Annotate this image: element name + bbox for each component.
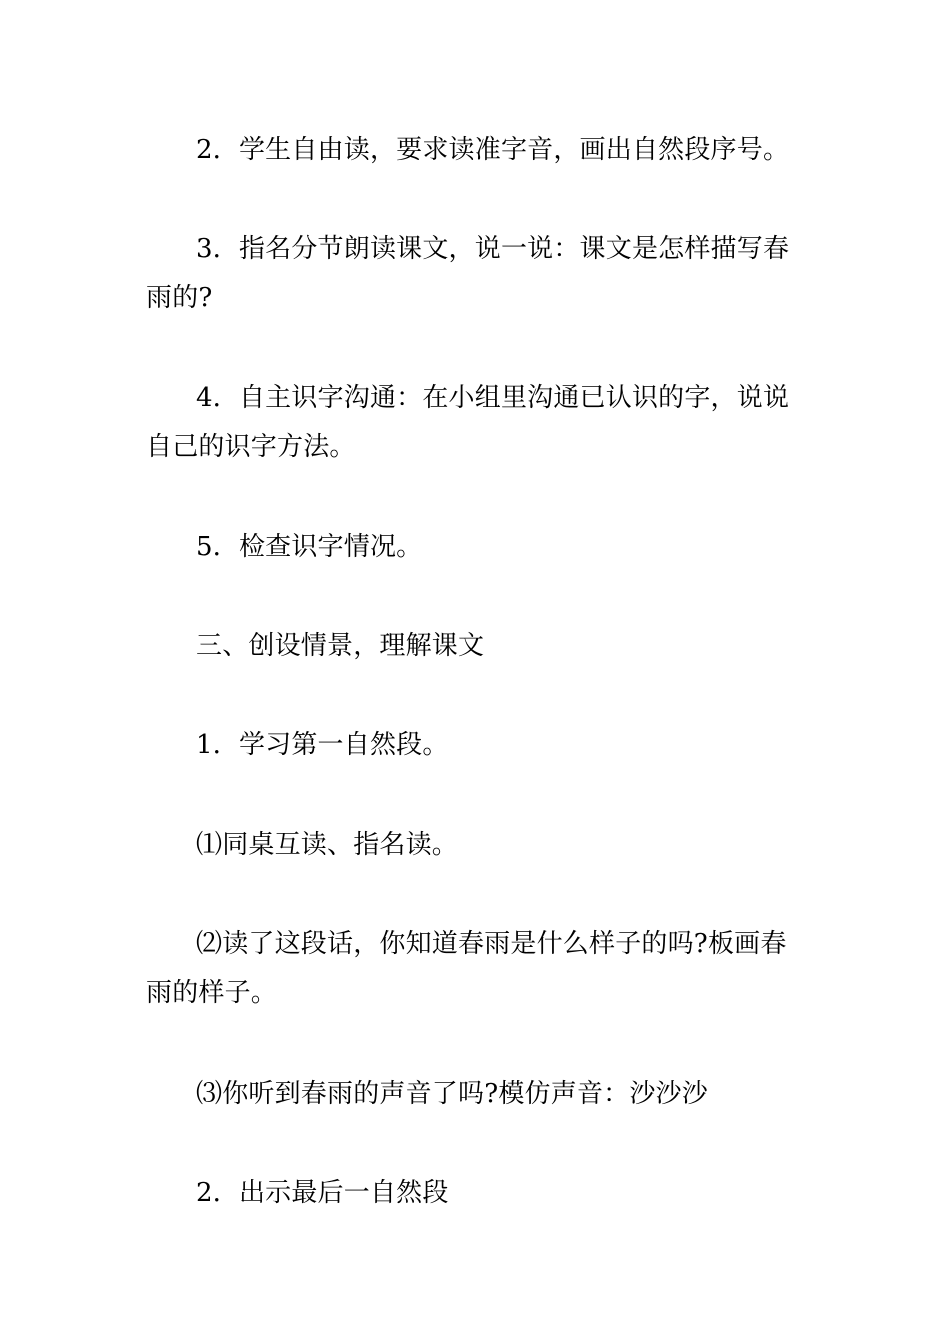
paragraph-learn-first-paragraph: 1．学习第一自然段。 bbox=[196, 730, 449, 760]
paragraph-step-3-read-aloud: 3．指名分节朗读课文，说一说：课文是怎样描写春雨的? bbox=[146, 234, 790, 313]
section-heading-three: 三、创设情景，理解课文 bbox=[196, 631, 485, 661]
paragraph-step-2-free-reading: 2．学生自由读，要求读准字音，画出自然段序号。 bbox=[196, 135, 790, 165]
paragraph-sub-item-2: ⑵读了这段话，你知道春雨是什么样子的吗?板画春雨的样子。 bbox=[146, 929, 787, 1008]
paragraph-sub-item-3: ⑶你听到春雨的声音了吗?模仿声音：沙沙沙 bbox=[196, 1079, 708, 1109]
paragraph-step-4-character-sharing: 4．自主识字沟通：在小组里沟通已认识的字，说说自己的识字方法。 bbox=[146, 383, 790, 462]
paragraph-sub-item-1: ⑴同桌互读、指名读。 bbox=[196, 830, 459, 860]
paragraph-step-5-check-characters: 5．检查识字情况。 bbox=[196, 532, 423, 562]
paragraph-show-last-paragraph: 2．出示最后一自然段 bbox=[196, 1178, 449, 1208]
